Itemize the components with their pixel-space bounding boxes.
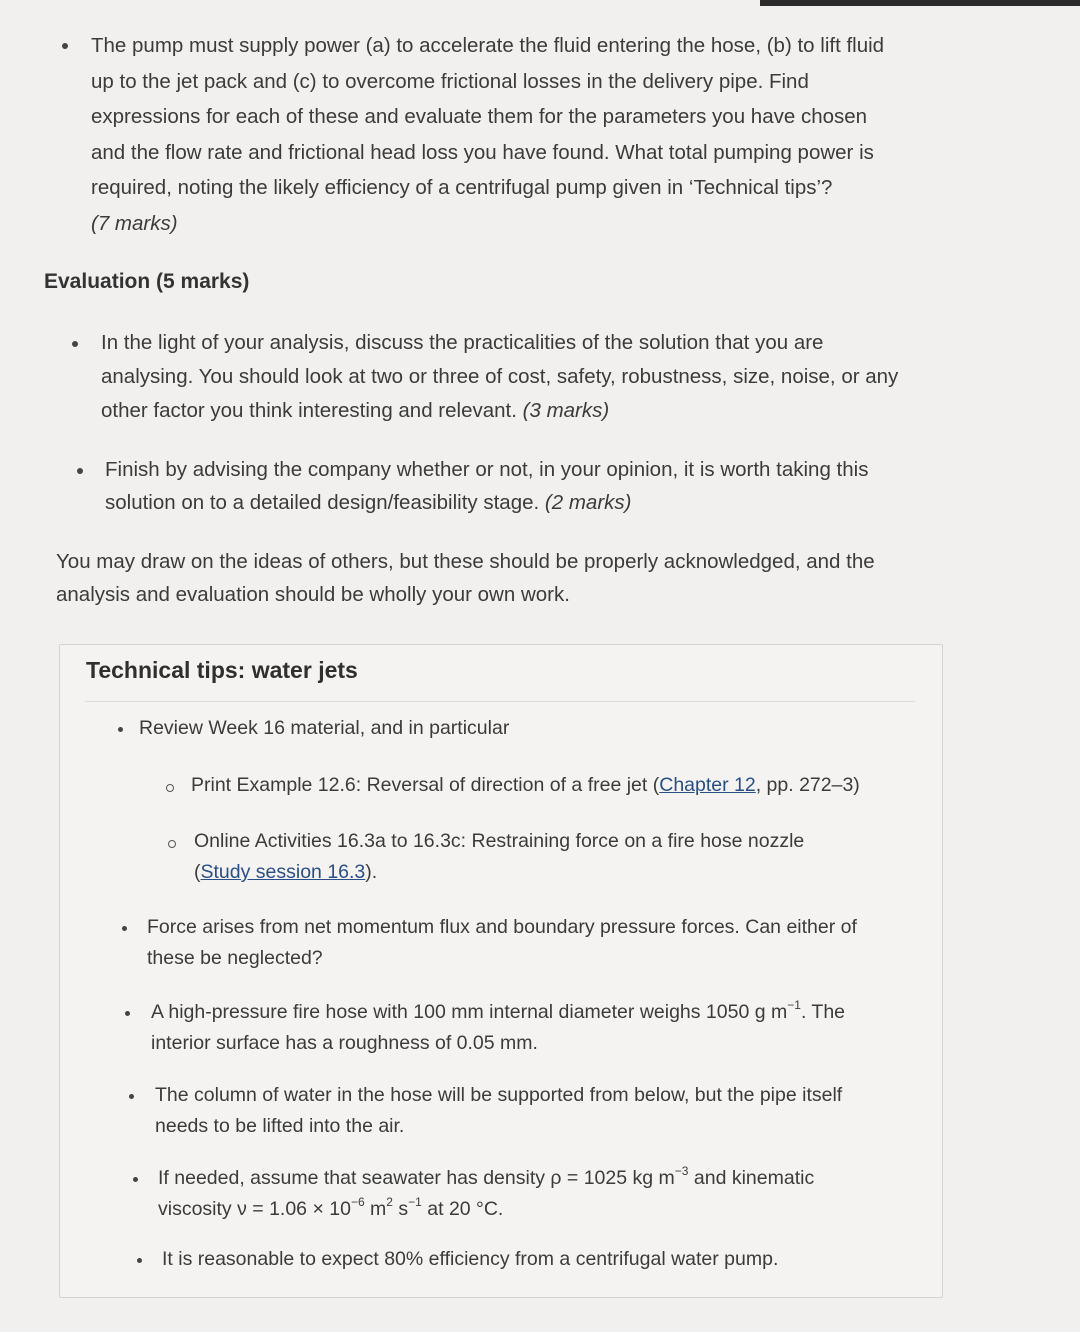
marks-label: (2 marks): [544, 491, 632, 514]
text-span: solution on to a detailed design/feasibility stage.: [105, 491, 540, 514]
text-line: Finish by advising the company whether or not, in your opinion, it is worth taking this: [105, 458, 869, 481]
text-span: other factor you think interesting and relevant.: [101, 399, 517, 422]
text-line: up to the jet pack and (c) to overcome frictional losses in the delivery pipe. Find: [91, 69, 809, 93]
text-span: at 20 °C.: [421, 1198, 504, 1220]
tip-force: [147, 912, 857, 974]
text-span: , pp. 272–3): [755, 774, 860, 796]
text-span: s: [392, 1198, 409, 1220]
text-line: interior surface has a roughness of 0.05 mm.: [151, 1032, 538, 1054]
text-line: [194, 857, 804, 888]
tip-print-example: [191, 770, 860, 801]
text-line: and the flow rate and frictional head loss you have found. What total pumping power is: [91, 140, 874, 164]
text-line: these be neglected?: [147, 947, 323, 969]
text-span: . The: [800, 1001, 846, 1023]
text-span: m: [364, 1198, 387, 1220]
superscript: 2: [386, 1194, 393, 1209]
superscript: −3: [674, 1163, 689, 1178]
tip-seawater: [158, 1163, 814, 1225]
text-span: (: [194, 861, 201, 883]
text-span: and kinematic: [688, 1167, 815, 1189]
text-line: The pump must supply power (a) to accelerate the fluid entering the hose, (b) to lift fluid: [91, 34, 885, 57]
text-line: [158, 1194, 814, 1225]
superscript: −6: [350, 1194, 365, 1209]
text-line: expressions for each of these and evaluate them for the parameters you have chosen: [91, 105, 868, 128]
text-line: The column of water in the hose will be supported from below, but the pipe itself: [155, 1084, 843, 1106]
text-span: Print Example 12.6: Reversal of direction of a free jet (: [191, 774, 660, 796]
bullet-icon: [133, 1177, 138, 1182]
evaluation-item-practicalities: [101, 326, 1001, 428]
tip-fire-hose: [151, 997, 845, 1059]
text-line: In the light of your analysis, discuss the practicalities of the solution that you are: [101, 331, 824, 354]
chapter-12-link[interactable]: Chapter 12: [659, 774, 756, 796]
text-line: [105, 486, 1005, 519]
text-line: needs to be lifted into the air.: [155, 1115, 405, 1137]
text-span: ).: [365, 861, 378, 883]
bullet-icon: [125, 1011, 130, 1016]
tip-review: Review Week 16 material, and in particular: [139, 717, 510, 739]
bullet-icon: [77, 468, 83, 474]
text-span: A high-pressure fire hose with 100 mm internal diameter weighs 1050 g m: [151, 1001, 788, 1023]
bullet-icon: [62, 43, 68, 49]
text-line: Online Activities 16.3a to 16.3c: Restraining force on a fire hose nozzle: [194, 830, 805, 852]
bullet-icon: [129, 1094, 134, 1099]
bullet-icon: [118, 727, 123, 732]
marks-label: (7 marks): [91, 211, 178, 235]
divider: [85, 701, 915, 702]
text-span: viscosity ν = 1.06 × 10: [158, 1198, 351, 1220]
bullet-icon: [122, 926, 127, 931]
superscript: −1: [787, 997, 801, 1012]
superscript: −1: [408, 1194, 422, 1209]
text-line: [158, 1163, 814, 1194]
bullet-icon: [137, 1258, 142, 1263]
evaluation-heading: Evaluation (5 marks): [44, 270, 250, 293]
circle-bullet-icon: [166, 784, 174, 792]
circle-bullet-icon: [168, 840, 176, 848]
evaluation-item-advice: [105, 453, 1005, 519]
tip-online-activities: [194, 826, 804, 888]
bullet-icon: [72, 341, 78, 347]
tip-water-column: [155, 1080, 842, 1142]
acknowledgement-note: [56, 545, 976, 611]
pump-power-question: [91, 28, 991, 241]
text-line: analysis and evaluation should be wholly your own work.: [56, 583, 570, 606]
tip-efficiency: It is reasonable to expect 80% efficiency from a centrifugal water pump.: [162, 1248, 779, 1270]
technical-tips-title: Technical tips: water jets: [86, 657, 358, 683]
text-line: You may draw on the ideas of others, but these should be properly acknowledged, and the: [56, 550, 875, 573]
text-line: Force arises from net momentum flux and boundary pressure forces. Can either of: [147, 916, 857, 938]
text-line: [101, 394, 1001, 428]
marks-label: (3 marks): [522, 399, 610, 422]
text-line: analysing. You should look at two or three of cost, safety, robustness, size, noise, or any: [101, 365, 899, 388]
study-session-link[interactable]: Study session 16.3: [200, 861, 366, 883]
text-line: required, noting the likely efficiency of a centrifugal pump given in ‘Technical tips’?: [91, 176, 833, 199]
text-line: [151, 997, 845, 1028]
text-span: If needed, assume that seawater has density ρ = 1025 kg m: [158, 1167, 675, 1189]
